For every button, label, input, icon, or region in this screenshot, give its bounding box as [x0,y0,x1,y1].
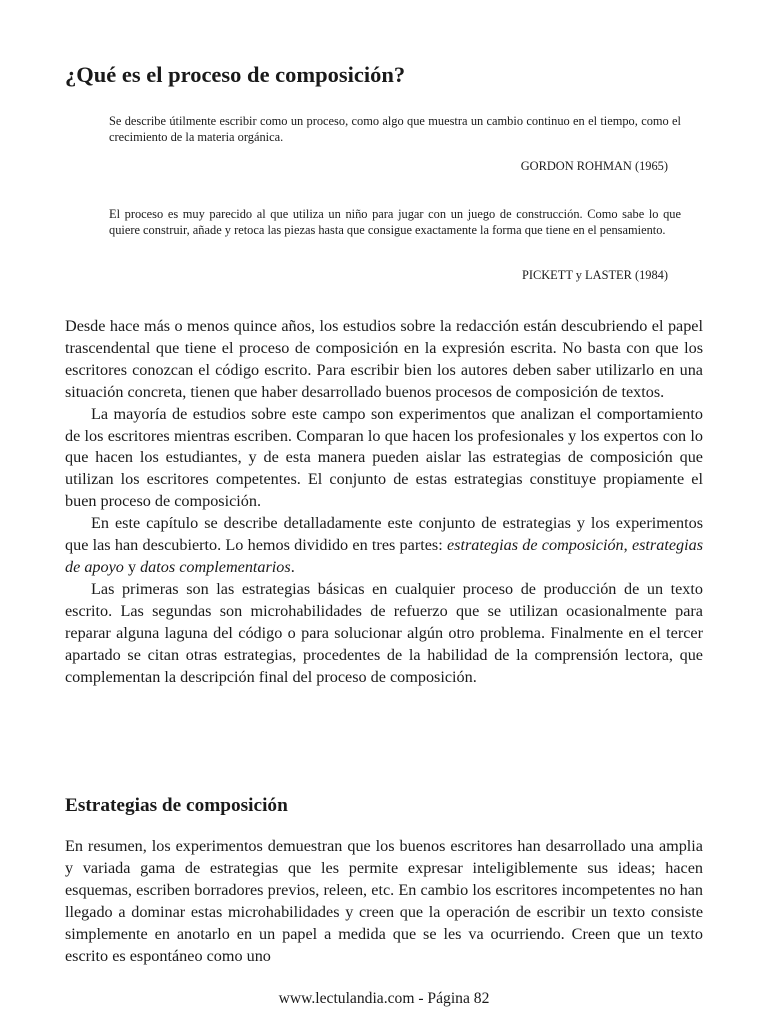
paragraph-text: y [123,557,141,576]
section-heading: Estrategias de composición [65,795,288,816]
emphasis-term: datos complementarios [140,557,291,576]
paragraph-text: . [290,557,295,576]
paragraph [65,513,703,579]
epigraph-quote-rohman: Se describe útilmente escribir como un proceso, como algo que muestra un cambio continuo en el tiempo, como el crecimiento de la materia orgánica. [109,114,681,145]
intro-body [65,316,703,688]
paragraph: Las primeras son las estrategias básicas en cualquier proceso de producción de un texto escrito. Las segundas son microhabilidades de refuerzo que se utilizan ocasionalmente para reparar alguna laguna del código o para solucionar algún otro problema. Finalmente en el tercer apartado se citan otras estrategias, procedentes de la habilidad de la comprensión lectora, que complementan la descripción final del proceso de composición. [65,579,703,686]
emphasis-term: estrategias de composición [446,536,624,555]
paragraph-text: , [623,536,632,555]
epigraph-quote-pickett-laster: El proceso es muy parecido al que utiliza un niño para jugar con un juego de construcción. Como sabe lo que quiere construir, añade y retoca las piezas hasta que consigue exactamente la forma que tiene en el pensamiento. [109,207,681,238]
epigraph-attribution-rohman: GORDON ROHMAN (1965) [520,159,668,173]
section-body [65,836,703,967]
paragraph-text: En este capítulo se describe detalladamente este conjunto de estrategias y los experimentos que las han descubierto. Lo hemos dividido en tres partes: [65,514,703,555]
page-title: ¿Qué es el proceso de composición? [65,62,406,87]
paragraph: Desde hace más o menos quince años, los estudios sobre la redacción están descubriendo el papel trascendental que tiene el proceso de composición en la expresión escrita. No basta con que los escritores conozcan el código escrito. Para escribir bien los autores deben saber utilizarlo en una situación concreta, tienen que haber desarrollado buenos procesos de composición de textos. [65,317,703,401]
page-footer: www.lectulandia.com - Página 82 [278,990,490,1007]
paragraph: La mayoría de estudios sobre este campo son experimentos que analizan el comportamiento de los escritores mientras escriben. Comparan lo que hacen los profesionales y los expertos con lo que hacen los estudiantes, y de esta manera pueden aislar las estrategias de composición que utilizan los escritores competentes. El conjunto de estas estrategias constituye propiamente el buen proceso de composición. [65,404,703,511]
paragraph: En resumen, los experimentos demuestran que los buenos escritores han desarrollado una amplia y variada gama de estrategias que les permite expresar inteligiblemente sus ideas; hacen esquemas, escriben borradores previos, releen, etc. En cambio los escritores incompetentes no han llegado a dominar estas microhabilidades y creen que la operación de escribir un texto consiste simplemente en anotarlo en un papel a medida que se les va ocurriendo. Creen que un texto escrito es espontáneo como uno [65,837,703,965]
emphasis-term: estrategias de apoyo [65,536,703,576]
epigraph-attribution-pickett-laster: PICKETT y LASTER (1984) [521,268,668,282]
